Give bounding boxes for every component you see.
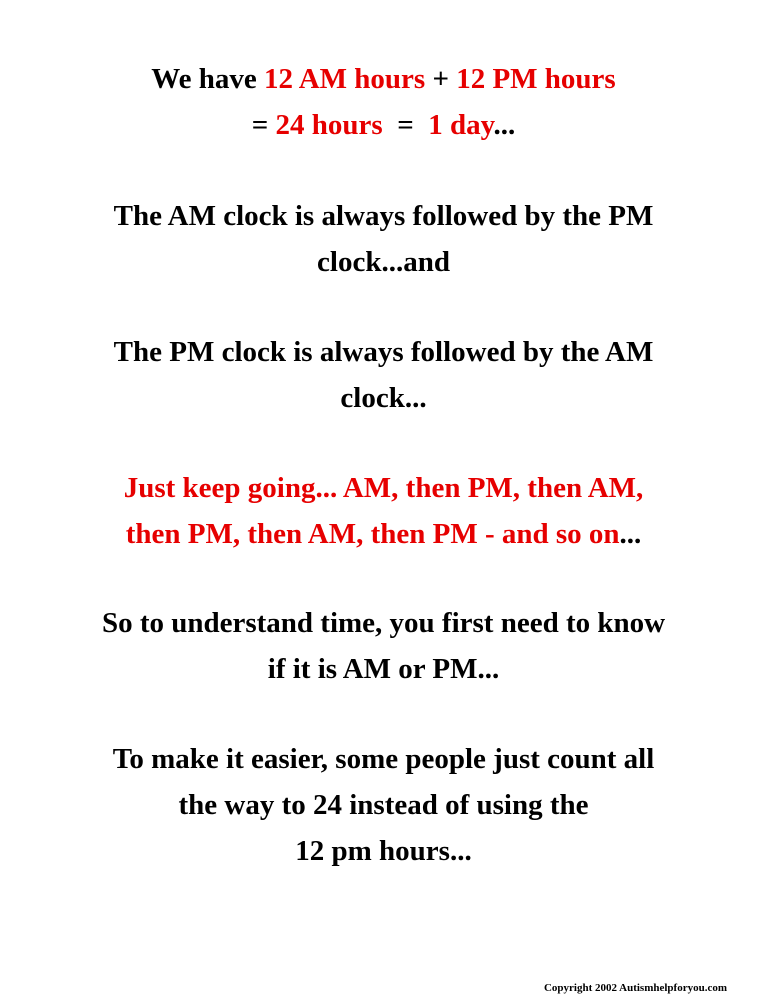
text-segment: We have [151,63,265,95]
paragraph-line [0,56,767,102]
paragraph-count-to-24 [0,736,767,874]
paragraph-line: clock... [340,382,427,414]
highlight-12-pm-hours: 12 PM hours [456,63,616,95]
paragraph-line [0,511,767,557]
highlight-1-day: 1 day [428,109,494,141]
paragraph-line: Just keep going... AM, then PM, then AM, [123,472,644,504]
paragraph-line: the way to 24 instead of using the [178,789,589,821]
paragraph-line: To make it easier, some people just count all [112,743,655,775]
paragraph-am-pm-hours [0,56,767,148]
paragraph-line [0,102,767,148]
paragraph-line: 12 pm hours... [295,835,472,867]
paragraph-am-followed-by-pm [0,193,767,285]
paragraph-pm-followed-by-am [0,329,767,421]
text-segment: = [382,109,429,141]
paragraph-keep-going [0,465,767,557]
text-segment: then PM, then AM, then PM - and so on [125,518,620,550]
text-segment: ... [493,109,516,141]
paragraph-line: clock...and [317,246,450,278]
highlight-12-am-hours: 12 AM hours [264,63,426,95]
text-segment: = [251,109,276,141]
paragraph-understand-time [0,600,767,692]
highlight-24-hours: 24 hours [275,109,383,141]
paragraph-line: The PM clock is always followed by the AM [113,336,654,368]
copyright-footer: Copyright 2002 Autismhelpforyou.com [543,982,727,994]
paragraph-line: So to understand time, you first need to know [101,607,666,639]
text-segment: ... [619,518,642,550]
paragraph-line: if it is AM or PM... [267,653,500,685]
text-segment: + [425,63,457,95]
paragraph-line: The AM clock is always followed by the PM [113,200,654,232]
